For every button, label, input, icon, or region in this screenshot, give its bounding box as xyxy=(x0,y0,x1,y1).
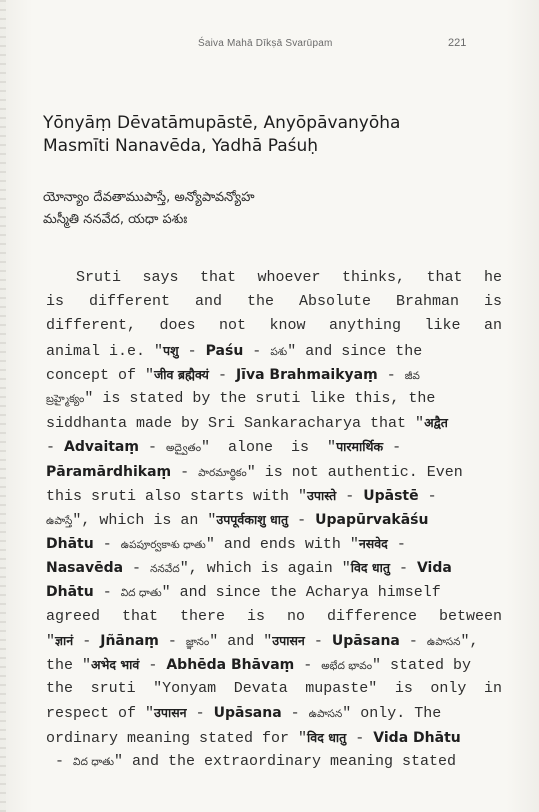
body-text: ordinary meaning stated for " xyxy=(46,729,308,747)
body-text: " and since the Acharya himself xyxy=(161,584,441,602)
body-text: " alone is " xyxy=(201,439,337,457)
body-text: Sruti says that whoever thinks, that he xyxy=(76,269,502,286)
transliterated-term: Dhātu xyxy=(46,584,94,601)
transliterated-term: Upāsana xyxy=(331,632,400,649)
telugu-term: ఉపాసన xyxy=(426,635,461,648)
body-text: " is not authentic. Even xyxy=(246,463,463,481)
body-text: - xyxy=(294,657,322,674)
body-text: - xyxy=(346,729,374,747)
devanagari-term: विद धातु xyxy=(350,560,390,576)
transliterated-term: Upāstē xyxy=(363,487,419,504)
body-line xyxy=(46,411,502,435)
body-text: - xyxy=(158,632,186,650)
telugu-title-line-2: మస్మీతి ననవేద, యధా పశుః xyxy=(43,212,188,227)
transliterated-term: Vida Dhātu xyxy=(373,729,461,746)
body-line xyxy=(46,314,502,338)
body-line xyxy=(46,726,502,750)
body-text: respect of " xyxy=(46,705,155,723)
transliterated-term: Abhēda Bhāvaṃ xyxy=(166,657,295,673)
telugu-term: అద్వైతం xyxy=(166,442,202,455)
transliterated-term: Paśu xyxy=(205,342,244,359)
devanagari-term: जीव ब्रह्मैक्यं xyxy=(154,366,209,382)
body-line xyxy=(46,701,502,725)
body-text: - xyxy=(138,439,166,457)
body-text: this sruti also starts with " xyxy=(46,487,308,505)
body-text: - xyxy=(389,560,417,578)
telugu-term: ఉపాస్తే xyxy=(46,514,73,527)
body-text: - xyxy=(243,342,271,360)
body-text: - xyxy=(377,366,405,384)
body-paragraph xyxy=(46,266,502,774)
devanagari-term: अद्वैत xyxy=(424,415,448,431)
telugu-term: జ్ఞానం xyxy=(185,635,210,648)
body-line xyxy=(46,339,502,363)
body-text: - xyxy=(281,705,309,723)
body-text: - xyxy=(123,560,151,578)
body-line xyxy=(46,629,502,653)
body-text: - xyxy=(178,342,206,360)
body-text: " is stated by the sruti like this, the xyxy=(84,389,436,407)
body-text: " and " xyxy=(209,632,273,650)
telugu-term: అభేద భావం xyxy=(321,660,373,672)
body-text: - xyxy=(399,632,427,650)
telugu-title xyxy=(43,187,503,231)
transliterated-term: Nasavēda xyxy=(46,560,124,577)
body-text: - xyxy=(336,487,364,505)
body-text: siddhanta made by Sri Sankaracharya that " xyxy=(46,415,425,433)
body-text: - xyxy=(139,657,167,674)
body-line xyxy=(46,460,502,484)
body-line xyxy=(46,653,502,677)
body-line xyxy=(46,605,502,629)
body-text: - xyxy=(288,511,316,529)
body-text: different, does not know anything like an xyxy=(46,317,502,335)
devanagari-term: उपास्ते xyxy=(307,487,337,503)
transliterated-term: Upāsana xyxy=(213,705,282,722)
telugu-term: బ్రహ్మైక్యం xyxy=(46,392,85,405)
transliterated-term: Upapūrvakāśu xyxy=(315,511,429,528)
body-text: ", which is an " xyxy=(72,511,217,529)
body-text: " and since the xyxy=(287,342,423,360)
transliterated-term: Advaitaṃ xyxy=(64,439,139,456)
body-line xyxy=(46,484,502,508)
page-header xyxy=(0,38,539,54)
telugu-term: ఉపాసన xyxy=(308,708,343,721)
body-line xyxy=(46,290,502,314)
body-text: " only. The xyxy=(342,705,442,723)
transliterated-term: Jñānaṃ xyxy=(100,632,159,649)
body-text: " and ends with " xyxy=(205,536,359,554)
telugu-term: జీవ xyxy=(404,369,420,382)
transliterated-term: Pāramārdhikaṃ xyxy=(46,463,172,480)
devanagari-term: उपपूर्वकाशु धातु xyxy=(216,511,289,527)
body-text: ", which is again " xyxy=(179,560,351,578)
body-text: the sruti "Yonyam Devata mupaste" is only in xyxy=(46,680,502,698)
devanagari-term: पशु xyxy=(163,342,179,358)
section-title-line-1: Yōnyāṃ Dēvatāmupāstē, Anyōpāvanyōha xyxy=(43,113,401,133)
body-text: - xyxy=(418,487,437,505)
telugu-term: ఉపపూర్వకాశు ధాతు xyxy=(120,539,206,552)
page-number: 221 xyxy=(448,37,467,49)
devanagari-term: उपासन xyxy=(154,705,187,721)
body-line xyxy=(46,387,502,411)
body-line xyxy=(46,508,502,532)
body-text: ", xyxy=(460,632,479,650)
body-line xyxy=(46,677,502,701)
running-title: Śaiva Mahā Dīkṣā Svarūpam xyxy=(198,38,333,49)
devanagari-term: नसवेद xyxy=(358,536,388,552)
telugu-term: విద ధాతు xyxy=(73,755,114,768)
body-line xyxy=(46,266,502,290)
body-line xyxy=(46,363,502,387)
body-text: - xyxy=(73,632,101,650)
page-binding-edge xyxy=(0,0,6,812)
body-text: is different and the Absolute Brahman is xyxy=(46,293,502,311)
body-text: - xyxy=(304,632,332,650)
telugu-term: పశు xyxy=(270,345,288,358)
body-text: - xyxy=(46,439,65,457)
body-text: - xyxy=(46,752,74,770)
devanagari-term: ज्ञानं xyxy=(55,632,74,648)
telugu-term: పారమార్థికం xyxy=(198,466,247,479)
body-text: - xyxy=(387,536,406,554)
body-line xyxy=(46,580,502,604)
body-text: - xyxy=(93,536,121,554)
body-text: animal i.e. " xyxy=(46,342,164,360)
section-title xyxy=(43,112,503,158)
body-text: - xyxy=(171,463,199,481)
transliterated-term: Dhātu xyxy=(46,536,94,553)
devanagari-term: पारमार्थिक xyxy=(336,439,384,455)
body-text: " stated by xyxy=(372,657,472,674)
body-text: - xyxy=(186,705,214,723)
telugu-term: ననవేద xyxy=(150,563,180,576)
body-text: agreed that there is no difference between xyxy=(46,607,502,625)
telugu-term: విద ధాతు xyxy=(120,587,162,600)
body-line xyxy=(46,750,502,774)
transliterated-term: Vida xyxy=(416,560,452,577)
section-title-line-2: Masmīti Nanavēda, Yadhā Paśuḥ xyxy=(43,136,319,156)
body-text: - xyxy=(208,366,236,384)
body-line xyxy=(46,435,502,459)
body-line xyxy=(46,532,502,556)
devanagari-term: उपासन xyxy=(272,632,305,648)
body-text: " and the extraordinary meaning stated xyxy=(113,752,457,770)
devanagari-term: विद धातु xyxy=(307,729,347,745)
body-text: concept of " xyxy=(46,366,155,384)
devanagari-term: अभेद भावं xyxy=(91,657,140,672)
body-text: the " xyxy=(46,657,92,674)
body-text: - xyxy=(93,584,121,602)
body-text: " xyxy=(46,632,56,650)
telugu-title-line-1: యోన్యాం దేవతాముపాస్తే, అన్యోపావన్యోహ xyxy=(43,190,255,205)
body-line xyxy=(46,556,502,580)
body-text: - xyxy=(383,439,402,457)
transliterated-term: Jīva Brahmaikyaṃ xyxy=(235,366,378,383)
